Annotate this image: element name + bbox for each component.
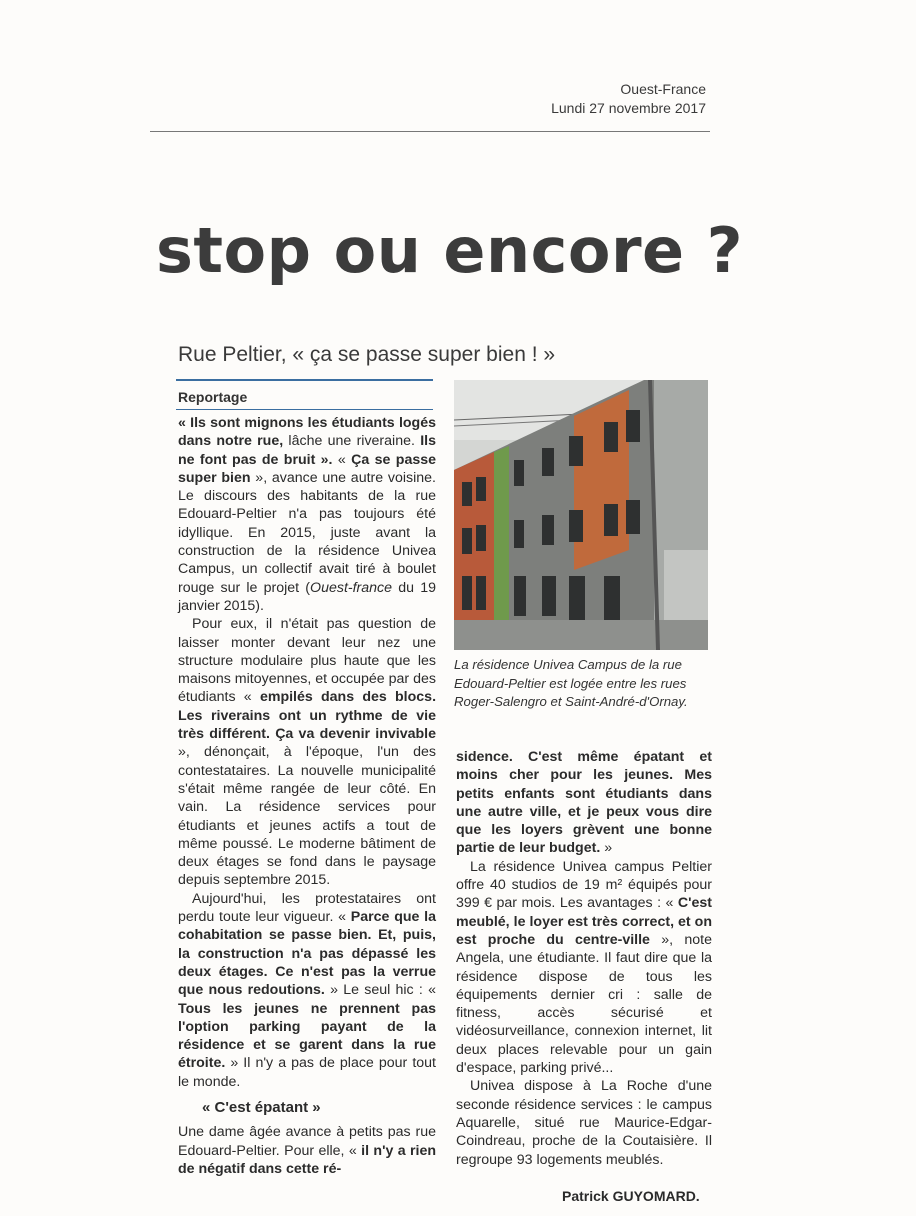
quote: Ils ne font pas de bruit ». [178, 433, 436, 468]
right-column [456, 748, 712, 1169]
quote: Tous les jeunes ne prennent pas l'option parking payant de la résidence et se garent dans la rue étroite. [178, 1000, 436, 1072]
quote: Ça se passe super bien [178, 451, 437, 486]
quote: « Ils sont mignons les étudiants logés dans notre rue, [178, 415, 436, 450]
quote: empilés dans des blocs. Les riverains ont un rythme de vie très différent. Ça va devenir invivable [178, 689, 437, 743]
text: », dénonçait, à l'époque, l'un des contestataires. La nouvelle municipalité s'était même rangée de leur côté. En vain. La résidence services pour étudiants et jeunes actifs a tout de même poussé. Le moderne bâtiment de deux étages se fond dans le paysage depuis septembre 2015. [178, 744, 436, 889]
text: La résidence Univea campus Peltier offre 40 studios de 19 m² équipés pour 399 € par mois. Les avantages : « [456, 858, 712, 912]
kicker: Reportage [178, 389, 248, 405]
paragraph [456, 858, 712, 1078]
text: Univea dispose à La Roche d'une seconde résidence services : le campus Aquarelle, situé rue Maurice-Edgar-Coindreau, proche de la Coutaisière. Il regroupe 93 logements meublés. [456, 1078, 712, 1168]
paragraph [178, 890, 436, 1091]
quote: sidence. C'est même épatant et moins cher pour les jeunes. Mes petits enfants sont étudiants dans une autre ville, et je peux vous dire que les loyers grèvent une bonne partie de leur budget. [456, 749, 712, 857]
paragraph [456, 1077, 712, 1168]
source-block [551, 80, 706, 118]
paragraph [456, 748, 712, 858]
author-signature: Patrick GUYOMARD. [562, 1188, 700, 1204]
top-rule [150, 131, 710, 132]
text: », note Angela, une étudiante. Il faut dire que la résidence dispose de tous les équipements dernier cri : salle de fitness, accès sécurisé et vidéosurveillance, connexion internet, lit deux places relevable pour un gain d'espace, parking privé... [456, 931, 712, 1077]
quote: il n'y a rien de négatif dans cette ré- [178, 1142, 436, 1177]
publication-name: Ouest-France [620, 81, 706, 97]
text: « [332, 451, 352, 468]
text: », avance une autre voisine. Le discours des habitants de la rue Edouard-Peltier n'a pas toujours été idyllique. En 2015, juste avant la construction de la résidence Univea Campus, un collectif avait tiré à boulet rouge sur le projet ( [178, 469, 437, 596]
left-column [178, 414, 436, 1178]
text: Une dame âgée avance à petits pas rue Edouard-Peltier. Pour elle, « [178, 1124, 436, 1159]
subhead-rule [176, 379, 433, 381]
photo-caption: La résidence Univea Campus de la rue Edouard-Peltier est logée entre les rues Roger-Salengro et Saint-André-d'Ornay. [454, 657, 688, 709]
intertitle: « C'est épatant » [202, 1098, 321, 1116]
text: » Il n'y a pas de place pour tout le monde. [178, 1055, 436, 1090]
text: » [600, 840, 613, 857]
paragraph [178, 414, 436, 615]
paragraph [178, 1123, 436, 1178]
residence-photo [454, 380, 708, 650]
publication-ref: Ouest-france [310, 579, 393, 596]
quote: Parce que la cohabitation se passe bien. Et, puis, la construction n'a pas dépassé les deux étages. Ce n'est pas la verrue que nous redoutions. [178, 909, 436, 999]
quote: C'est meublé, le loyer est très correct, et on est proche du centre-ville [456, 895, 712, 948]
headline: stop ou encore ? [156, 214, 744, 287]
building-illustration [454, 380, 708, 650]
subhead: Rue Peltier, « ça se passe super bien ! » [178, 343, 556, 366]
text: Aujourd'hui, les protestataires ont perdu toute leur vigueur. « [178, 890, 436, 926]
paragraph [178, 615, 436, 889]
text: du 19 janvier 2015). [178, 579, 436, 614]
text: lâche une riveraine. [283, 433, 421, 450]
text: Pour eux, il n'était pas question de laisser monter devant leur nez une structure modulaire plus haute que les maisons mitoyennes, et occupée par des étudiants « [178, 616, 436, 706]
publication-date: Lundi 27 novembre 2017 [551, 100, 706, 116]
text: » Le seul hic : « [324, 982, 436, 999]
kicker-rule [176, 409, 433, 410]
